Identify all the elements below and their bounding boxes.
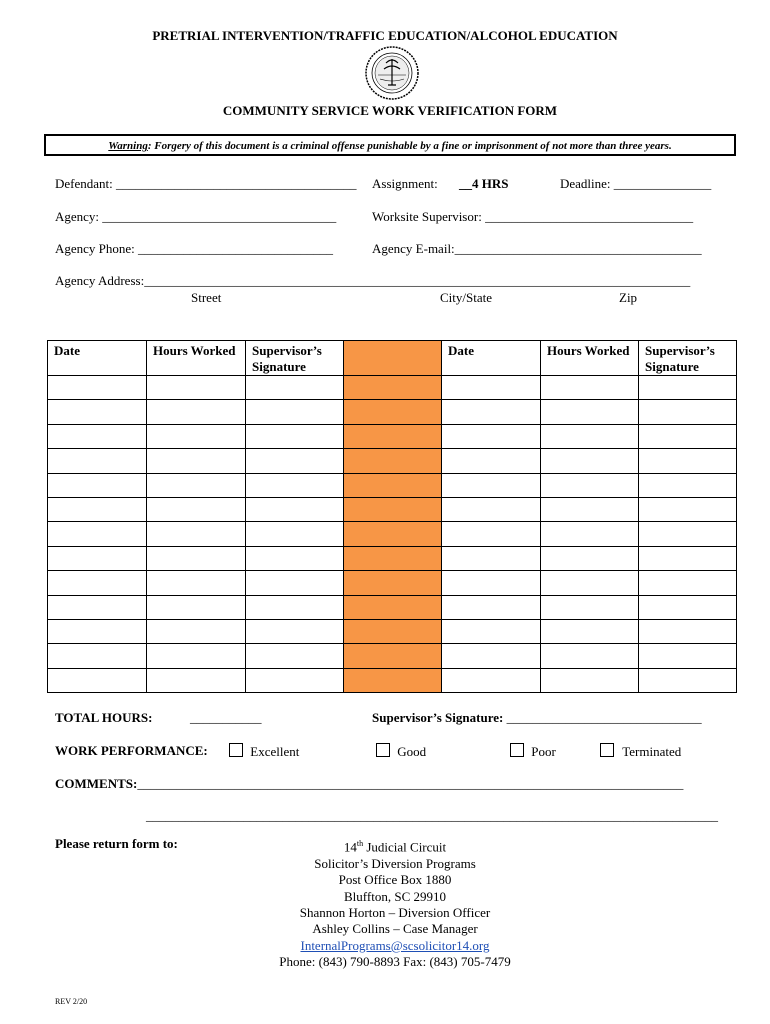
comments-line-1: ____________________________________________________________________________________ [137,776,684,791]
hours-worked-cell[interactable] [147,571,246,595]
hours-worked-cell[interactable] [541,522,639,546]
agency-field[interactable] [55,209,336,225]
circuit-line: 14th Judicial Circuit [343,839,447,855]
date-cell[interactable] [48,376,147,400]
supervisor-signature-cell[interactable] [639,473,737,497]
warning-message: : Forgery of this document is a criminal offense punishable by a fine or imprisonment of not more than three years. [147,140,672,152]
supervisor-signature-cell[interactable] [246,424,344,448]
hours-worked-cell[interactable] [541,546,639,570]
diversion-programs-line: Solicitor’s Diversion Programs [314,855,476,871]
table-row [48,571,737,595]
date-cell[interactable] [442,619,541,643]
diversion-officer-line: Shannon Horton – Diversion Officer [299,904,491,920]
excellent-label: Excellent [250,744,300,759]
good-checkbox[interactable] [376,743,390,757]
agency-email-line: ______________________________________ [454,241,702,256]
supervisor-signature-cell[interactable] [639,546,737,570]
date-cell[interactable] [48,571,147,595]
date-cell[interactable] [442,400,541,424]
state-seal-icon [364,45,420,101]
comments-line-2[interactable]: ________________________________________________________________________________________ [146,808,718,823]
supervisor-signature-cell[interactable] [246,546,344,570]
comments-field[interactable] [55,776,683,792]
supervisor-signature-cell[interactable] [639,449,737,473]
program-title: PRETRIAL INTERVENTION/TRAFFIC EDUCATION/ALCOHOL EDUCATION [152,28,618,43]
revision-label: REV 2/20 [55,997,88,1006]
excellent-checkbox[interactable] [229,743,243,757]
agency-email-field[interactable] [372,241,702,257]
agency-label: Agency: [55,209,100,224]
email-link[interactable]: InternalPrograms@scsolicitor14.org [300,937,490,953]
orange-divider-cell [344,522,442,546]
hours-worked-cell[interactable] [541,400,639,424]
agency-phone-line: ______________________________ [138,241,334,256]
defendant-label: Defendant: [55,176,113,191]
supervisor-signature-cell[interactable] [639,497,737,521]
supervisor-signature-cell[interactable] [639,571,737,595]
header-supervisor-signature: Supervisor’s Signature [246,341,344,376]
table-row [48,449,737,473]
hours-worked-cell[interactable] [147,376,246,400]
date-cell[interactable] [442,546,541,570]
supervisor-signature-label: Supervisor’s Signature: [372,710,504,725]
agency-phone-label: Agency Phone: [55,241,135,256]
orange-divider-cell [344,400,442,424]
warning-label: Warning [108,140,148,152]
supervisor-signature-cell[interactable] [639,522,737,546]
hours-worked-cell[interactable] [147,497,246,521]
date-cell[interactable] [48,595,147,619]
supervisor-signature-cell[interactable] [246,449,344,473]
option-poor[interactable] [510,743,556,760]
agency-email-label: Agency E-mail: [372,241,455,256]
street-caption: Street [191,290,222,305]
agency-address-field[interactable] [55,273,690,289]
hours-worked-cell[interactable] [147,473,246,497]
terminated-label: Terminated [622,744,682,759]
worksite-supervisor-label: Worksite Supervisor: [372,209,482,224]
terminated-checkbox[interactable] [600,743,614,757]
assignment-value: __4 HRS [458,176,509,191]
option-good[interactable] [376,743,426,760]
date-cell[interactable] [48,522,147,546]
date-cell[interactable] [48,400,147,424]
orange-divider-cell [344,571,442,595]
orange-divider-cell [344,449,442,473]
table-row [48,546,737,570]
total-hours-label: TOTAL HOURS: [55,710,153,725]
date-cell[interactable] [442,376,541,400]
header-hours-worked: Hours Worked [541,341,639,376]
hours-worked-cell[interactable] [147,619,246,643]
header-hours-worked: Hours Worked [147,341,246,376]
worksite-supervisor-line: ________________________________ [485,209,694,224]
supervisor-signature-cell[interactable] [246,522,344,546]
header-supervisor-signature: Supervisor’s Signature [639,341,737,376]
agency-address-label: Agency Address: [55,273,145,288]
table-row [48,522,737,546]
hours-worked-cell[interactable] [147,400,246,424]
hours-worked-cell[interactable] [541,668,639,692]
supervisor-signature-cell[interactable] [639,619,737,643]
hours-worked-cell[interactable] [541,424,639,448]
deadline-line: _______________ [613,176,712,191]
return-label: Please return form to: [55,836,178,851]
header-date: Date [48,341,147,376]
supervisor-signature-cell[interactable] [639,400,737,424]
zip-caption: Zip [619,290,638,305]
warning-text [44,140,736,152]
table-row [48,644,737,668]
supervisor-signature-cell[interactable] [246,619,344,643]
total-hours-line[interactable]: ___________ [190,710,262,725]
date-cell[interactable] [442,449,541,473]
supervisor-signature-cell[interactable] [639,644,737,668]
table-row [48,668,737,692]
poor-checkbox[interactable] [510,743,524,757]
hours-worked-cell[interactable] [147,644,246,668]
work-performance-label: WORK PERFORMANCE: [55,743,208,758]
hours-worked-cell[interactable] [541,449,639,473]
date-cell[interactable] [442,473,541,497]
orange-divider-column [344,341,442,376]
date-cell[interactable] [442,522,541,546]
hours-worked-cell[interactable] [541,497,639,521]
assignment-field [372,176,508,192]
form-title: COMMUNITY SERVICE WORK VERIFICATION FORM [222,103,558,118]
assignment-label: Assignment: [372,176,438,191]
hours-worked-cell[interactable] [541,571,639,595]
hours-worked-cell[interactable] [541,619,639,643]
orange-divider-cell [344,473,442,497]
table-row [48,497,737,521]
supervisor-signature-cell[interactable] [246,571,344,595]
city-line: Bluffton, SC 29910 [344,888,446,904]
agency-address-line: ____________________________________________________________________________________ [144,273,691,288]
date-cell[interactable] [442,497,541,521]
date-cell[interactable] [442,595,541,619]
orange-divider-cell [344,424,442,448]
defendant-field[interactable] [55,176,357,192]
supervisor-signature-field[interactable] [372,710,702,726]
option-terminated[interactable] [600,743,681,760]
hours-worked-cell[interactable] [147,546,246,570]
orange-divider-cell [344,376,442,400]
table-header-row [48,341,737,376]
deadline-field[interactable] [560,176,711,192]
supervisor-signature-cell[interactable] [246,497,344,521]
good-label: Good [397,744,427,759]
table-row [48,424,737,448]
orange-divider-cell [344,644,442,668]
date-cell[interactable] [48,546,147,570]
supervisor-signature-cell[interactable] [639,668,737,692]
date-cell[interactable] [48,497,147,521]
table-row [48,400,737,424]
return-address-block [240,836,550,971]
defendant-line: _____________________________________ [116,176,357,191]
date-cell[interactable] [48,424,147,448]
orange-divider-cell [344,497,442,521]
hours-worked-cell[interactable] [541,595,639,619]
worksite-supervisor-field[interactable] [372,209,693,225]
work-log-table [47,340,737,693]
supervisor-signature-cell[interactable] [246,644,344,668]
case-manager-line: Ashley Collins – Case Manager [312,921,478,937]
hours-worked-cell[interactable] [541,473,639,497]
phone-fax-line: Phone: (843) 790-8893 Fax: (843) 705-7479 [279,954,511,970]
hours-worked-cell[interactable] [147,595,246,619]
hours-worked-cell[interactable] [147,424,246,448]
poor-label: Poor [531,744,556,759]
date-cell[interactable] [48,449,147,473]
orange-divider-cell [344,619,442,643]
agency-line: ____________________________________ [102,209,337,224]
supervisor-signature-cell[interactable] [639,376,737,400]
date-cell[interactable] [48,644,147,668]
city-state-caption: City/State [440,290,492,305]
table-row [48,473,737,497]
date-cell[interactable] [48,619,147,643]
po-box-line: Post Office Box 1880 [338,872,452,888]
orange-divider-cell [344,595,442,619]
date-cell[interactable] [442,424,541,448]
option-excellent[interactable] [229,743,299,760]
date-cell[interactable] [442,571,541,595]
table-row [48,595,737,619]
supervisor-signature-cell[interactable] [246,400,344,424]
comments-label: COMMENTS: [55,776,138,791]
supervisor-signature-cell[interactable] [639,424,737,448]
supervisor-signature-cell[interactable] [639,595,737,619]
table-row [48,619,737,643]
hours-worked-cell[interactable] [147,522,246,546]
date-cell[interactable] [442,644,541,668]
date-cell[interactable] [442,668,541,692]
hours-worked-cell[interactable] [147,449,246,473]
hours-worked-cell[interactable] [541,644,639,668]
orange-divider-cell [344,668,442,692]
hours-worked-cell[interactable] [147,668,246,692]
supervisor-signature-cell[interactable] [246,473,344,497]
supervisor-signature-cell[interactable] [246,376,344,400]
supervisor-signature-cell[interactable] [246,668,344,692]
agency-phone-field[interactable] [55,241,333,257]
supervisor-signature-line: ______________________________ [506,710,702,725]
supervisor-signature-cell[interactable] [246,595,344,619]
date-cell[interactable] [48,668,147,692]
date-cell[interactable] [48,473,147,497]
table-row [48,376,737,400]
header-date: Date [442,341,541,376]
deadline-label: Deadline: [560,176,611,191]
orange-divider-cell [344,546,442,570]
hours-worked-cell[interactable] [541,376,639,400]
